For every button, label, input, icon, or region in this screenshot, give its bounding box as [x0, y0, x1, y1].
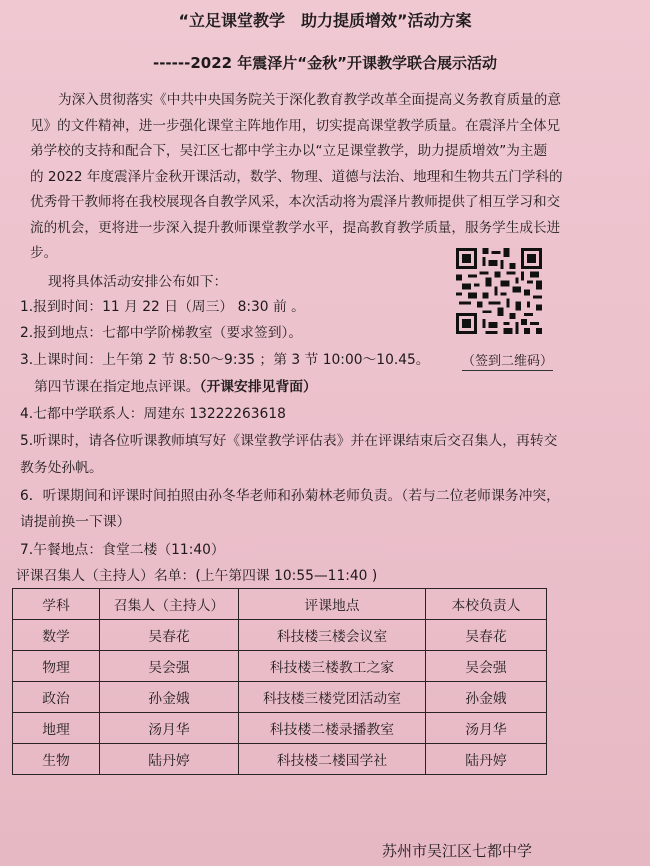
table-cell: 陆丹婷 — [100, 744, 239, 775]
item-3: 3.上课时间：上午第 2 节 8:50～9:35 ；第 3 节 10:00～10.45。 — [20, 352, 430, 368]
table-cell: 汤月华 — [100, 713, 239, 744]
intro-line: 的 2022 年度震泽片金秋开课活动，数学、物理、道德与法治、地理和生物共五门学科的 — [30, 168, 563, 185]
table-cell: 数学 — [13, 620, 100, 651]
table-header-cell: 本校负责人 — [426, 589, 547, 620]
intro-line: 为深入贯彻落实《中共中央国务院关于深化教育教学改革全面提高义务教育质量的意 — [58, 92, 561, 108]
table-row — [13, 744, 547, 775]
table-cell: 吴会强 — [426, 651, 547, 682]
table-cell: 科技楼三楼会议室 — [239, 620, 426, 651]
qr-code-image — [456, 248, 542, 334]
table-cell: 吴会强 — [100, 651, 239, 682]
item-5a: 5.听课时，请各位听课教师填写好《课堂教学评估表》并在评课结束后交召集人，再转交 — [20, 433, 558, 449]
table-cell: 吴春花 — [100, 620, 239, 651]
intro-line: 优秀骨干教师将在我校展现各自教学风采，本次活动将为震泽片教师提供了相互学习和交 — [30, 194, 561, 210]
table-cell: 生物 — [13, 744, 100, 775]
table-cell: 政治 — [13, 682, 100, 713]
table-header-cell: 学科 — [13, 589, 100, 620]
table-cell: 科技楼三楼党团活动室 — [239, 682, 426, 713]
item-4: 4.七都中学联系人：周建东 13222263618 — [20, 406, 286, 422]
table-row — [13, 651, 547, 682]
table-cell: 地理 — [13, 713, 100, 744]
table-cell: 陆丹婷 — [426, 744, 547, 775]
table-row — [13, 682, 547, 713]
table-cell: 科技楼二楼国学社 — [239, 744, 426, 775]
table-caption: 评课召集人（主持人）名单：(上午第四课 10:55—11:40 ) — [16, 568, 378, 584]
table-row — [13, 713, 547, 744]
document-subtitle: ------2022 年震泽片“金秋”开课教学联合展示活动 — [152, 54, 498, 72]
item-6a: 6．听课期间和评课时间拍照由孙冬华老师和孙菊林老师负责。（若与二位老师课务冲突， — [20, 488, 560, 504]
item-1: 1.报到时间：11 月 22 日（周三） 8:30 前 。 — [20, 299, 305, 315]
item-3b-text: 第四节课在指定地点评课。 — [34, 379, 200, 395]
table-cell: 物理 — [13, 651, 100, 682]
document-title: “立足课堂教学 助力提质增效”活动方案 — [178, 11, 472, 30]
table-header-row — [13, 589, 547, 620]
item-3b-bold: （开课安排见背面） — [199, 379, 317, 395]
table-cell: 汤月华 — [426, 713, 547, 744]
table-cell: 吴春花 — [426, 620, 547, 651]
intro-paragraph — [30, 88, 610, 267]
table-row — [13, 620, 547, 651]
qr-code-label: （签到二维码） — [462, 350, 553, 371]
table-cell: 孙金娥 — [426, 682, 547, 713]
item-3b — [34, 377, 317, 397]
intro-line: 流的机会，更将进一步深入提升教师课堂教学水平，提高教育教学质量，服务学生成长进 — [30, 219, 561, 236]
announce-line: 现将具体活动安排公布如下： — [48, 274, 228, 290]
intro-line: 弟学校的支持和配合下，吴江区七都中学主办以“立足课堂教学，助力提质增效”为主题 — [30, 143, 548, 159]
table-header-cell: 召集人（主持人） — [100, 589, 239, 620]
item-6b: 请提前换一下课） — [20, 514, 131, 530]
issuer-footer: 苏州市吴江区七都中学 — [382, 842, 533, 860]
table-cell: 科技楼三楼教工之家 — [239, 651, 426, 682]
intro-line: 见》的文件精神，进一步强化课堂主阵地作用，切实提高课堂教学质量。在震泽片全体兄 — [30, 117, 561, 134]
intro-line: 步。 — [30, 245, 58, 261]
convener-table — [12, 588, 547, 775]
item-5b: 教务处孙帆。 — [20, 460, 103, 476]
item-2: 2.报到地点：七都中学阶梯教室（要求签到）。 — [20, 325, 303, 341]
table-cell: 孙金娥 — [100, 682, 239, 713]
item-7: 7.午餐地点：食堂二楼（11:40） — [20, 542, 225, 558]
table-header-cell: 评课地点 — [239, 589, 426, 620]
table-cell: 科技楼二楼录播教室 — [239, 713, 426, 744]
